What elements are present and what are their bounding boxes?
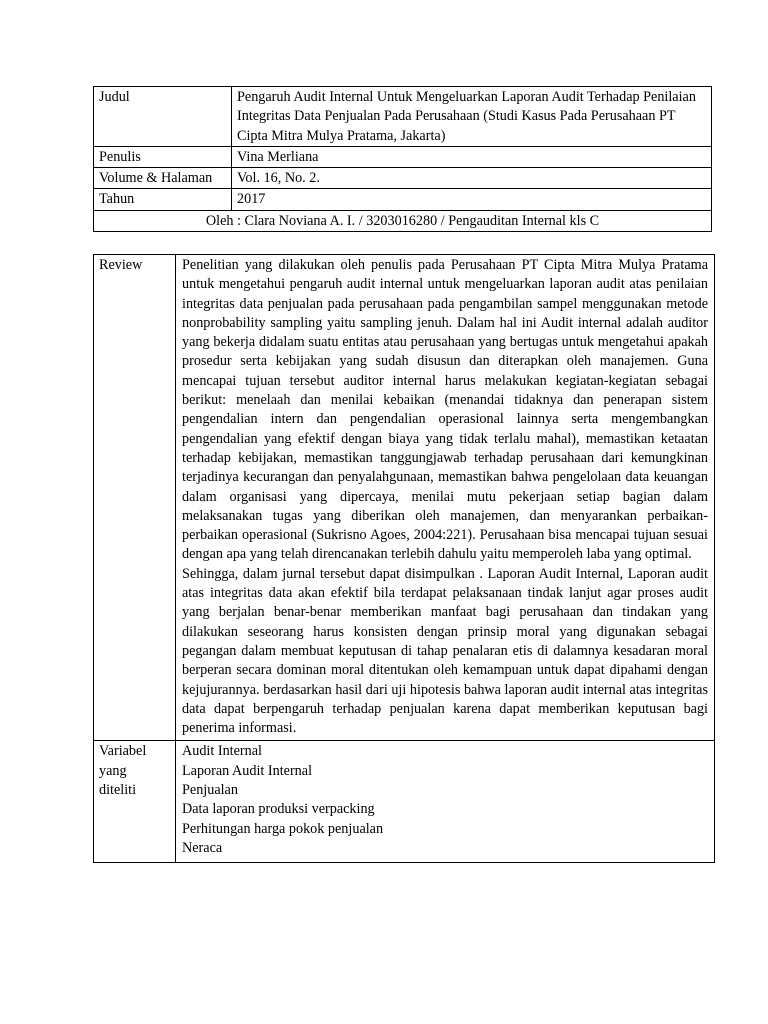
- review-row: [94, 255, 715, 741]
- title-value: Pengaruh Audit Internal Untuk Mengeluarkan Laporan Audit Terhadap Penilaian Integritas Data Penjualan Pada Perusahaan (Studi Kasus Pada Perusahaan PT Cipta Mitra Mulya Pratama, Jakarta): [232, 87, 712, 147]
- year-row: [94, 189, 712, 210]
- author-label: Penulis: [94, 146, 232, 167]
- variable-item: Neraca: [182, 839, 223, 856]
- variable-item: Data laporan produksi verpacking: [182, 801, 375, 818]
- variable-item: Penjualan: [182, 782, 238, 799]
- variables-label: [94, 741, 176, 863]
- volume-value: Vol. 16, No. 2.: [232, 168, 712, 189]
- variable-item: Perhitungan harga pokok penjualan: [182, 820, 384, 837]
- review-paragraph-2: Sehingga, dalam jurnal tersebut dapat disimpulkan . Laporan Audit Internal, Laporan audit atas integritas data akan efektif bila terdapat pelaksanaan tindak lanjut agar proses audit yang berjalan benar-benar memberikan manfaat bagi perusahaan dan tindakan yang dilakukan seseorang harus konsisten dengan prinsip moral yang digunakan sebagai pegangan dalam membuat keputusan di tahap penalaran etis di dalamnya kesadaran moral berperan secara dominan moral ditentukan oleh kemampuan untuk dapat dipahami dengan kejujurannya. berdasarkan hasil dari uji hipotesis bahwa laporan audit internal atas integritas data dapat berpengaruh terhadap penjualan karena dapat memberikan keputusan bagi penerima informasi.: [182, 565, 708, 737]
- variables-label-line-3: diteliti: [99, 782, 137, 799]
- year-value: 2017: [232, 189, 712, 210]
- author-row: [94, 146, 712, 167]
- title-label: Judul: [94, 87, 232, 147]
- volume-row: [94, 168, 712, 189]
- variables-list: [176, 741, 715, 863]
- review-body: [176, 255, 715, 741]
- article-info-table: [93, 86, 712, 232]
- review-label: Review: [94, 255, 176, 741]
- variable-item: Audit Internal: [182, 743, 262, 760]
- variables-row: [94, 741, 715, 863]
- variables-label-line-1: Variabel: [99, 743, 147, 760]
- byline-row: [94, 210, 712, 231]
- variables-label-line-2: yang: [99, 762, 127, 779]
- review-paragraph-1: Penelitian yang dilakukan oleh penulis pada Perusahaan PT Cipta Mitra Mulya Pratama untuk mengetahui pengaruh audit internal untuk mengeluarkan laporan audit atas penilaian integritas data penjualan pada perusahaan pada pengambilan sampel menggunakan metode nonprobability sampling yaitu sampling jenuh. Dalam hal ini Audit internal adalah auditor yang bekerja didalam suatu entitas atau perusahaan yang bertugas untuk mengetahui apakah prosedur serta kebijakan yang sudah disusun dan diterapkan oleh manajemen. Guna mencapai tujuan tersebut auditor internal harus melakukan kegiatan-kegiatan sebagai berikut: menelaah dan menilai kebaikan (menandai tidaknya dan penerapan sistem pengendalian intern dan pengendalian operasional lainnya serta mengembangkan pengendalian yang efektif dengan biaya yang tidak terlalu mahal), memastikan ketaatan terhadap kebijakan, memastikan tanggungjawab terhadap perusahaan dari kemungkinan terjadinya kecurangan dan penyalahgunaan, memastikan bahwa pengelolaan data keuangan dalam organisasi yang dipercaya, menilai mutu pekerjaan setiap bagian dalam melaksanakan tugas yang diberikan oleh manajemen, dan menyarankan perbaikan-perbaikan operasional (Sukrisno Agoes, 2004:221). Perusahaan bisa mencapai tujuan sesuai dengan apa yang telah direncanakan terlebih dahulu yaitu memperoleh laba yang optimal.: [182, 257, 708, 563]
- year-label: Tahun: [94, 189, 232, 210]
- review-table: [93, 254, 715, 863]
- title-row: [94, 87, 712, 147]
- author-value: Vina Merliana: [232, 146, 712, 167]
- volume-label: Volume & Halaman: [94, 168, 232, 189]
- variable-item: Laporan Audit Internal: [182, 762, 313, 779]
- byline: Oleh : Clara Noviana A. I. / 3203016280 / Pengauditan Internal kls C: [94, 210, 712, 231]
